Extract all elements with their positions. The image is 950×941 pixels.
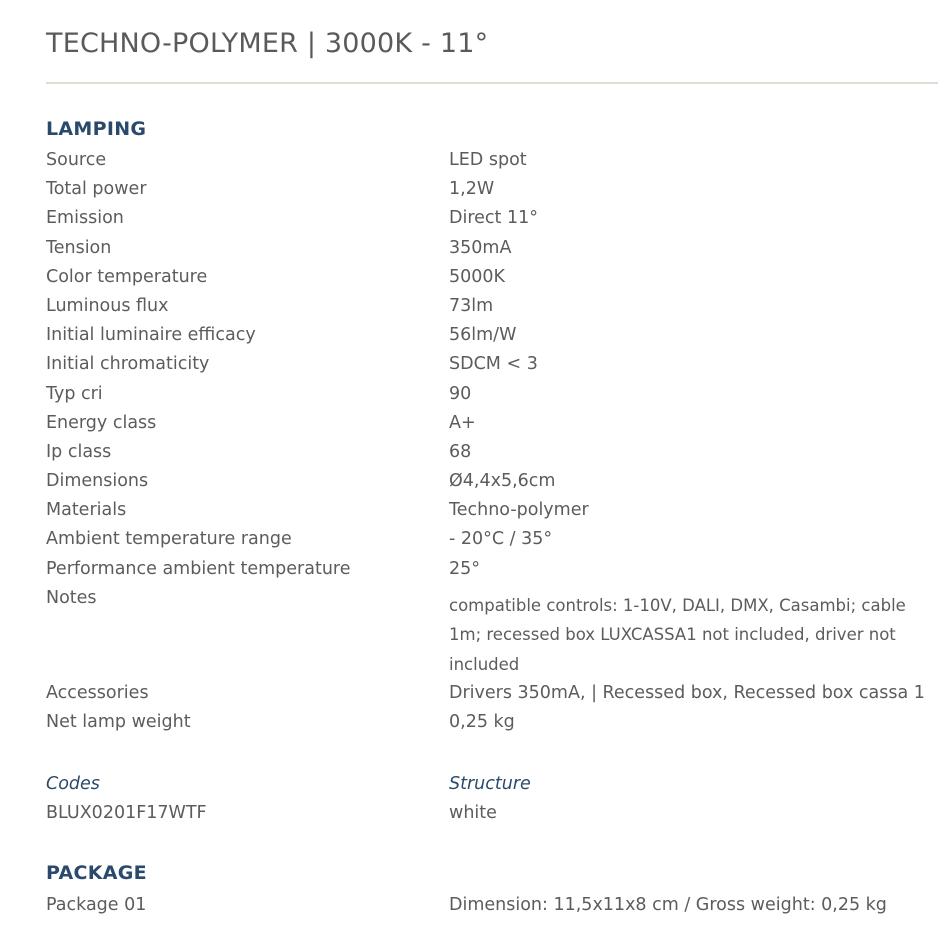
spec-row-accessories xyxy=(46,681,946,710)
spec-label: Dimensions xyxy=(46,471,149,492)
lamping-heading: LAMPING xyxy=(46,118,147,140)
spec-label: Luminous flux xyxy=(46,295,169,316)
spec-value: Techno-polymer xyxy=(449,500,589,521)
lamping-spec-list xyxy=(46,148,946,739)
spec-label: Total power xyxy=(46,179,147,200)
spec-row-performance-ambient-temperature xyxy=(46,557,946,586)
spec-value: 350mA xyxy=(449,237,512,258)
spec-label: Emission xyxy=(46,208,124,229)
spec-value: A+ xyxy=(449,412,476,433)
spec-value: 73lm xyxy=(449,295,494,316)
spec-row-source xyxy=(46,148,946,177)
spec-label: Net lamp weight xyxy=(46,712,191,732)
package-value: Dimension: 11,5x11x8 cm / Gross weight: 0,25 kg xyxy=(449,895,887,915)
spec-row-notes xyxy=(46,586,946,681)
codes-block xyxy=(46,772,207,825)
spec-value: 5000K xyxy=(449,266,506,287)
spec-row-materials xyxy=(46,498,946,527)
spec-value: Ø4,4x5,6cm xyxy=(449,471,556,492)
spec-label: Materials xyxy=(46,500,127,521)
spec-value: 68 xyxy=(449,441,472,462)
spec-label: Typ cri xyxy=(46,383,103,404)
spec-label: Tension xyxy=(46,237,112,258)
structure-value: white xyxy=(449,803,497,823)
spec-row-net-lamp-weight xyxy=(46,710,946,739)
spec-value: Direct 11° xyxy=(449,208,538,229)
spec-row-energy-class xyxy=(46,411,946,440)
spec-row-emission xyxy=(46,206,946,235)
spec-value: 25° xyxy=(449,558,481,579)
spec-label: Source xyxy=(46,150,107,170)
spec-value: compatible controls: 1-10V, DALI, DMX, Casambi; cable 1m; recessed box LUXCASSA1 not included, driver not included xyxy=(449,595,906,674)
title-divider xyxy=(46,82,938,84)
spec-value: 90 xyxy=(449,383,472,404)
codes-heading: Codes xyxy=(46,774,100,794)
spec-value: Drivers 350mA, | Recessed box, Recessed box cassa 1 xyxy=(449,682,925,703)
spec-row-luminaire-efficacy xyxy=(46,323,946,352)
spec-label: Initial chromaticity xyxy=(46,354,210,375)
page-title: TECHNO-POLYMER | 3000K - 11° xyxy=(46,28,489,59)
structure-block xyxy=(449,772,531,825)
package-label: Package 01 xyxy=(46,895,147,915)
spec-row-chromaticity xyxy=(46,352,946,381)
spec-label: Color temperature xyxy=(46,266,208,287)
structure-heading: Structure xyxy=(449,774,531,794)
spec-row-color-temperature xyxy=(46,265,946,294)
spec-value: - 20°C / 35° xyxy=(449,529,553,550)
spec-label: Ip class xyxy=(46,441,112,462)
spec-label: Performance ambient temperature xyxy=(46,558,351,579)
spec-label: Notes xyxy=(46,587,97,608)
spec-label: Ambient temperature range xyxy=(46,529,292,550)
spec-value: 56lm/W xyxy=(449,325,517,346)
spec-label: Accessories xyxy=(46,682,149,703)
spec-value: 0,25 kg xyxy=(449,712,515,732)
package-heading: PACKAGE xyxy=(46,862,147,884)
spec-label: Initial luminaire efficacy xyxy=(46,325,256,346)
spec-row-typ-cri xyxy=(46,382,946,411)
spec-value: 1,2W xyxy=(449,179,495,200)
spec-label: Energy class xyxy=(46,412,157,433)
spec-value: LED spot xyxy=(449,150,527,170)
spec-row-ip-class xyxy=(46,440,946,469)
spec-row-dimensions xyxy=(46,469,946,498)
spec-row-ambient-temperature-range xyxy=(46,527,946,556)
product-code: BLUX0201F17WTF xyxy=(46,803,207,823)
spec-row-total-power xyxy=(46,177,946,206)
spec-row-luminous-flux xyxy=(46,294,946,323)
spec-value: SDCM < 3 xyxy=(449,354,538,375)
spec-row-tension xyxy=(46,236,946,265)
